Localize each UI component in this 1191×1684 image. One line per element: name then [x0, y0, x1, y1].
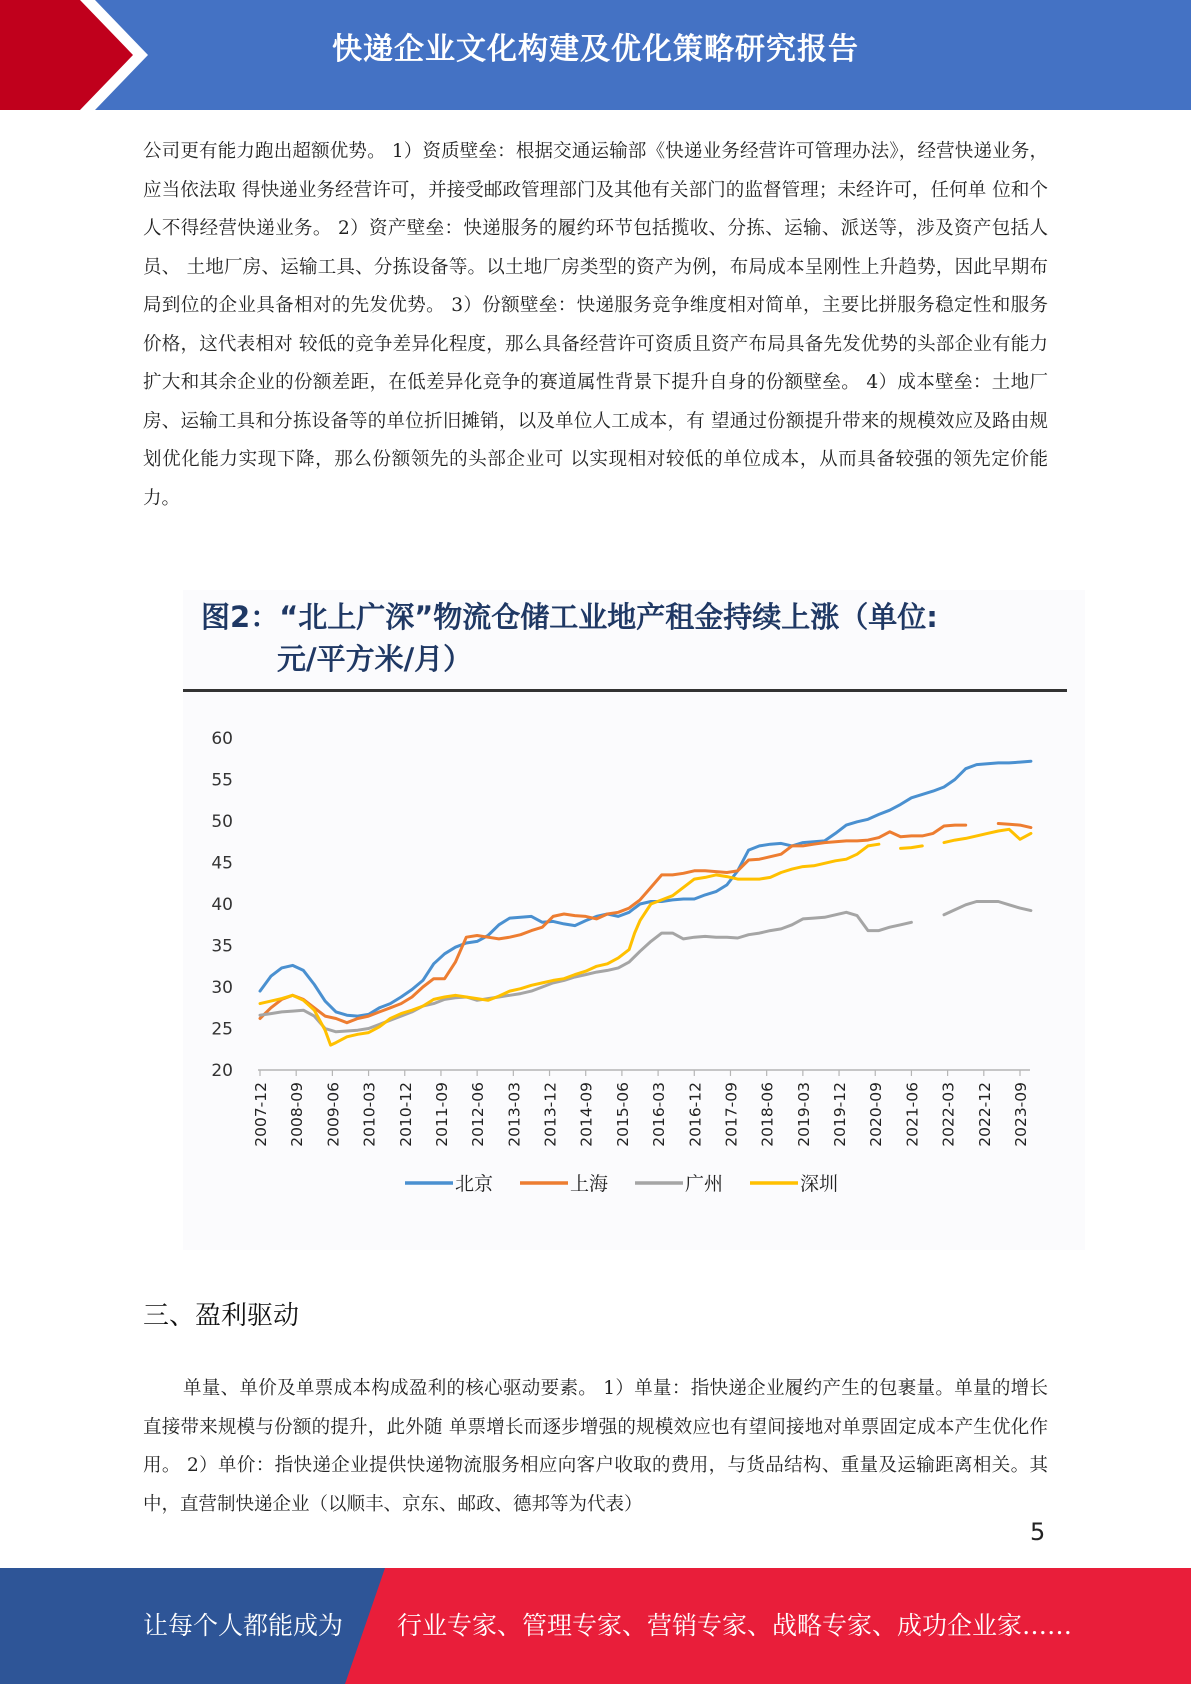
- footer-slogan-right: 行业专家、管理专家、营销专家、战略专家、成功企业家……: [397, 1611, 1073, 1640]
- figure-2: [183, 590, 1085, 1250]
- body-paragraph-1: 公司更有能力跑出超额优势。 1）资质壁垒：根据交通运输部《快递业务经营许可管理办法》，经营快递业务，应当依法取 得快递业务经营许可，并接受邮政管理部门及其他有关部门的监督管理；未经许可，任何单 位和个人不得经营快递业务。 2）资产壁垒：快递服务的履约环节包括揽收、分拣、运输、派送等，涉及资产包括人员、 土地厂房、运输工具、分拣设备等。以土地厂房类型的资产为例，布局成本呈刚性上升趋势，因此早期布局到位的企业具备相对的先发优势。 3）份额壁垒：快递服务竞争维度相对简单，主要比拼服务稳定性和服务价格，这代表相对 较低的竞争差异化程度，那么具备经营许可资质且资产布局具备先发优势的头部企业有能力 扩大和其余企业的份额差距，在低差异化竞争的赛道属性背景下提升自身的份额壁垒。 4）成本壁垒：土地厂房、运输工具和分拣设备等的单位折旧摊销，以及单位人工成本，有 望通过份额提升带来的规模效应及路由规划优化能力实现下降，那么份额领先的头部企业可 以实现相对较低的单位成本，从而具备较强的领先定价能力。: [143, 141, 1048, 509]
- x-tick-label: 2007-12: [252, 1082, 270, 1147]
- y-tick-label: 30: [211, 978, 233, 998]
- series-line-深圳: [901, 846, 923, 849]
- series-line-上海: [260, 825, 966, 1023]
- legend-label: 上海: [570, 1173, 609, 1195]
- x-tick-label: 2009-06: [324, 1082, 343, 1147]
- x-tick-label: 2008-09: [288, 1082, 307, 1147]
- legend-label: 北京: [455, 1173, 494, 1195]
- x-tick-label: 2013-12: [541, 1082, 560, 1147]
- x-tick-label: 2022-03: [939, 1082, 958, 1147]
- x-tick-label: 2010-12: [396, 1082, 415, 1147]
- x-tick-label: 2023-09: [1012, 1082, 1030, 1147]
- figure-title-line1: “北上广深”物流仓储工业地产租金持续上涨（单位:: [279, 600, 938, 634]
- x-tick-label: 2011-09: [432, 1082, 451, 1147]
- page-number: 5: [1030, 1518, 1046, 1546]
- y-tick-label: 50: [211, 812, 233, 832]
- page-header: [0, 0, 1191, 110]
- series-line-广州: [944, 902, 1031, 915]
- report-title: 快递企业文化构建及优化策略研究报告: [332, 32, 859, 67]
- x-tick-label: 2021-06: [903, 1082, 922, 1147]
- x-tick-label: 2012-06: [469, 1082, 488, 1147]
- series-line-北京: [260, 761, 1031, 1016]
- footer-slogan-left: 让每个人都能成为: [143, 1611, 344, 1640]
- x-tick-label: 2015-06: [613, 1082, 632, 1147]
- x-tick-label: 2018-06: [758, 1082, 777, 1147]
- x-tick-label: 2013-03: [505, 1082, 524, 1147]
- series-line-深圳: [944, 829, 1031, 842]
- legend-label: 深圳: [800, 1173, 839, 1195]
- x-tick-label: 2016-12: [686, 1082, 705, 1147]
- x-tick-label: 2016-03: [650, 1082, 669, 1147]
- x-tick-label: 2014-09: [577, 1082, 596, 1147]
- y-tick-label: 55: [211, 770, 233, 791]
- y-tick-label: 40: [211, 895, 233, 915]
- page-footer: [0, 1568, 1191, 1684]
- series-line-上海: [998, 824, 1031, 828]
- x-tick-label: 2020-09: [867, 1082, 886, 1147]
- body-paragraph-2: 单量、单价及单票成本构成盈利的核心驱动要素。 1）单量：指快递企业履约产生的包裹量。单量的增长直接带来规模与份额的提升，此外随 单票增长而逐步增强的规模效应也有望间接地对单票固定成本产生优化作用。 2）单价：指快递企业提供快递物流服务相应向客户收取的费用，与货品结构、重量及运输距离相关。其中，直营制快递企业（以顺丰、京东、邮政、德邦等为代表）: [143, 1378, 1048, 1515]
- x-tick-label: 2019-03: [794, 1082, 813, 1147]
- y-tick-label: 60: [211, 729, 233, 749]
- y-tick-label: 25: [211, 1019, 233, 1040]
- rent-line-chart: [183, 590, 1085, 1250]
- figure-title-line2: 元/平方米/月）: [277, 642, 473, 676]
- x-tick-label: 2017-09: [722, 1082, 741, 1147]
- y-tick-label: 45: [211, 853, 233, 874]
- legend-label: 广州: [685, 1173, 724, 1195]
- y-tick-label: 35: [211, 936, 233, 957]
- x-tick-label: 2010-03: [360, 1082, 379, 1147]
- y-tick-label: 20: [211, 1061, 233, 1081]
- x-tick-label: 2019-12: [831, 1082, 850, 1147]
- x-tick-label: 2022-12: [975, 1082, 994, 1147]
- section-title: 三、盈利驱动: [143, 1301, 300, 1331]
- figure-label: 图2：: [201, 600, 280, 634]
